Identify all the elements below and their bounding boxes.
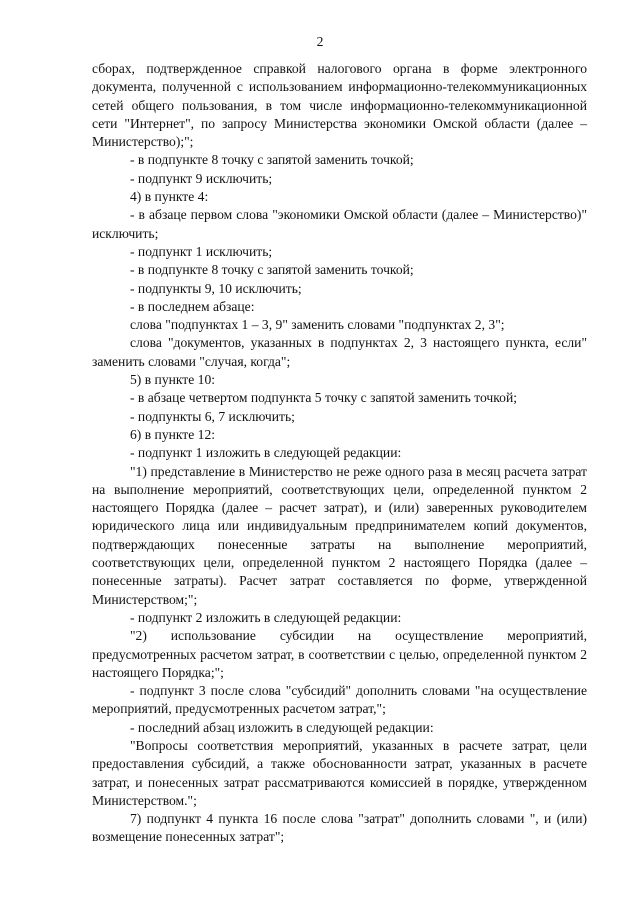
- paragraph: 4) в пункте 4:: [130, 189, 209, 205]
- paragraph: сборах, подтвержденное справкой налогового органа в форме электронного документа, полученной с использованием информационно-телекоммуникационных сетей общего пользования, в том числе информационно-телекоммуникационной сети "Интернет", по запросу Министерства экономики Омской области (далее – Министерство);";: [92, 61, 587, 150]
- paragraph: - в абзаце четвертом подпункта 5 точку с запятой заменить точкой;: [130, 390, 518, 406]
- paragraph: - подпункт 3 после слова "субсидий" дополнить словами "на осуществление мероприятий, предусмотренных расчетом затрат,";: [92, 683, 587, 717]
- paragraph: - подпункт 9 исключить;: [130, 170, 273, 186]
- page-number: 2: [316, 34, 324, 49]
- document-body: [92, 60, 587, 847]
- paragraph: 7) подпункт 4 пункта 16 после слова "затрат" дополнить словами ", и (или) возмещение понесенных затрат";: [92, 811, 587, 845]
- paragraph: - последний абзац изложить в следующей редакции:: [130, 719, 434, 735]
- paragraph: слова "документов, указанных в подпунктах 2, 3 настоящего пункта, если" заменить словами "случая, когда";: [92, 335, 587, 369]
- paragraph: - в подпункте 8 точку с запятой заменить точкой;: [130, 262, 414, 278]
- paragraph: слова "подпунктах 1 – 3, 9" заменить словами "подпунктах 2, 3";: [130, 317, 505, 333]
- paragraph: "Вопросы соответствия мероприятий, указанных в расчете затрат, цели предоставления субсидий, а также обоснованности затрат, указанных в расчете затрат, и понесенных затрат рассматриваются комиссией в порядке, утвержденном Министерством.";: [92, 737, 587, 808]
- paragraph: - подпункты 6, 7 исключить;: [130, 408, 295, 424]
- paragraph: 5) в пункте 10:: [130, 372, 216, 388]
- paragraph: "1) представление в Министерство не реже одного раза в месяц расчета затрат на выполнение мероприятий, соответствующих цели, определенной пунктом 2 настоящего Порядка (далее – расчет затрат), и (или) заверенных руководителем юридического лица или индивидуальным предпринимателем копий документов, подтверждающих понесенные затраты на выполнение мероприятий, соответствующих цели, определенной пунктом 2 настоящего Порядка (далее – понесенные затраты). Расчет затрат составляется по форме, утвержденной Министерством;";: [92, 463, 587, 607]
- paragraph: - в абзаце первом слова "экономики Омской области (далее – Министерство)" исключить;: [92, 207, 587, 241]
- paragraph: - подпункты 9, 10 исключить;: [130, 280, 302, 296]
- paragraph: "2) использование субсидии на осуществление мероприятий, предусмотренных расчетом затрат, в соответствии с целью, определенной пунктом 2 настоящего Порядка;";: [92, 628, 587, 680]
- paragraph: - подпункт 1 исключить;: [130, 243, 273, 259]
- paragraph: - в подпункте 8 точку с запятой заменить точкой;: [130, 152, 414, 168]
- paragraph: 6) в пункте 12:: [130, 426, 216, 442]
- paragraph: - подпункт 1 изложить в следующей редакции:: [130, 445, 402, 461]
- paragraph: - подпункт 2 изложить в следующей редакции:: [130, 609, 402, 625]
- paragraph: - в последнем абзаце:: [130, 298, 255, 314]
